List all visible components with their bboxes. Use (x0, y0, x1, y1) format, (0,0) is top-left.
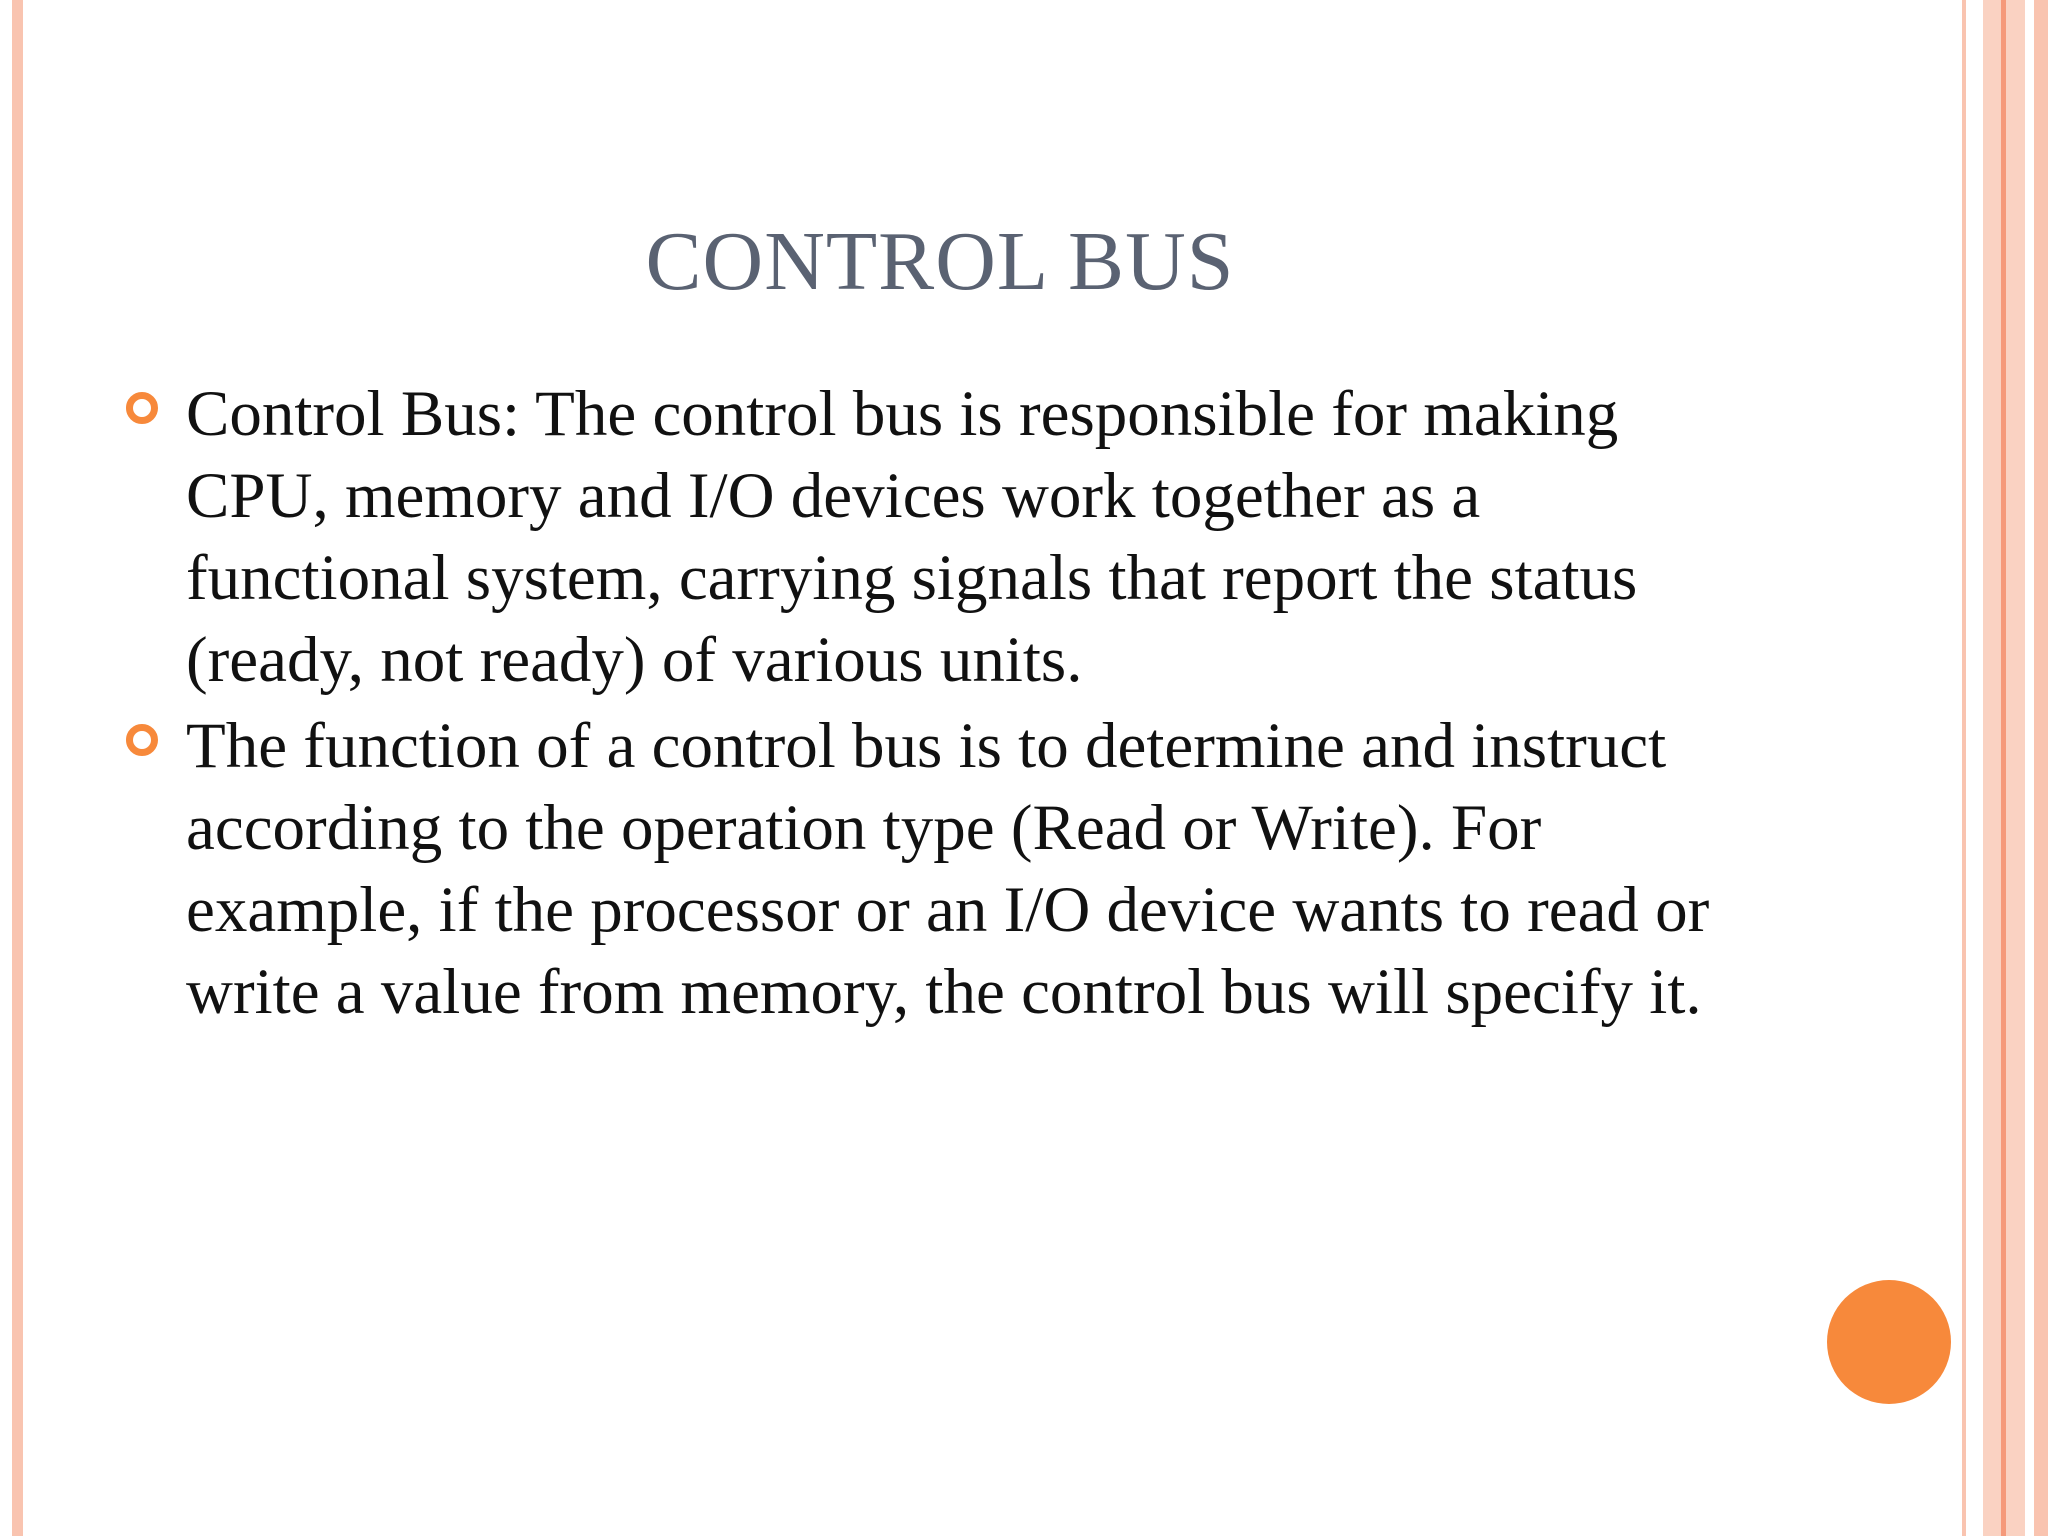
right-frame-line (1962, 0, 1966, 1536)
bullet-text: The function of a control bus is to determine and instruct according to the operation type (Read or Write). For example, if the processor or an I/O device wants to read or write a value from memory, the control bus will specify it. (186, 710, 1710, 1028)
slide-title: CONTROL BUS (645, 215, 1235, 308)
slide-content (186, 373, 1746, 1037)
bullet-item (186, 705, 1746, 1033)
right-frame-stripe (2001, 0, 2006, 1536)
bullet-text: Control Bus: The control bus is responsible for making CPU, memory and I/O devices work together as a functional system, carrying signals that report the status (ready, not ready) of various units. (186, 378, 1638, 696)
bullet-item (186, 373, 1746, 701)
right-frame-edge (2034, 0, 2048, 1536)
decorative-circle-icon (1827, 1280, 1951, 1404)
ring-bullet-icon (126, 724, 158, 756)
ring-bullet-icon (126, 392, 158, 424)
